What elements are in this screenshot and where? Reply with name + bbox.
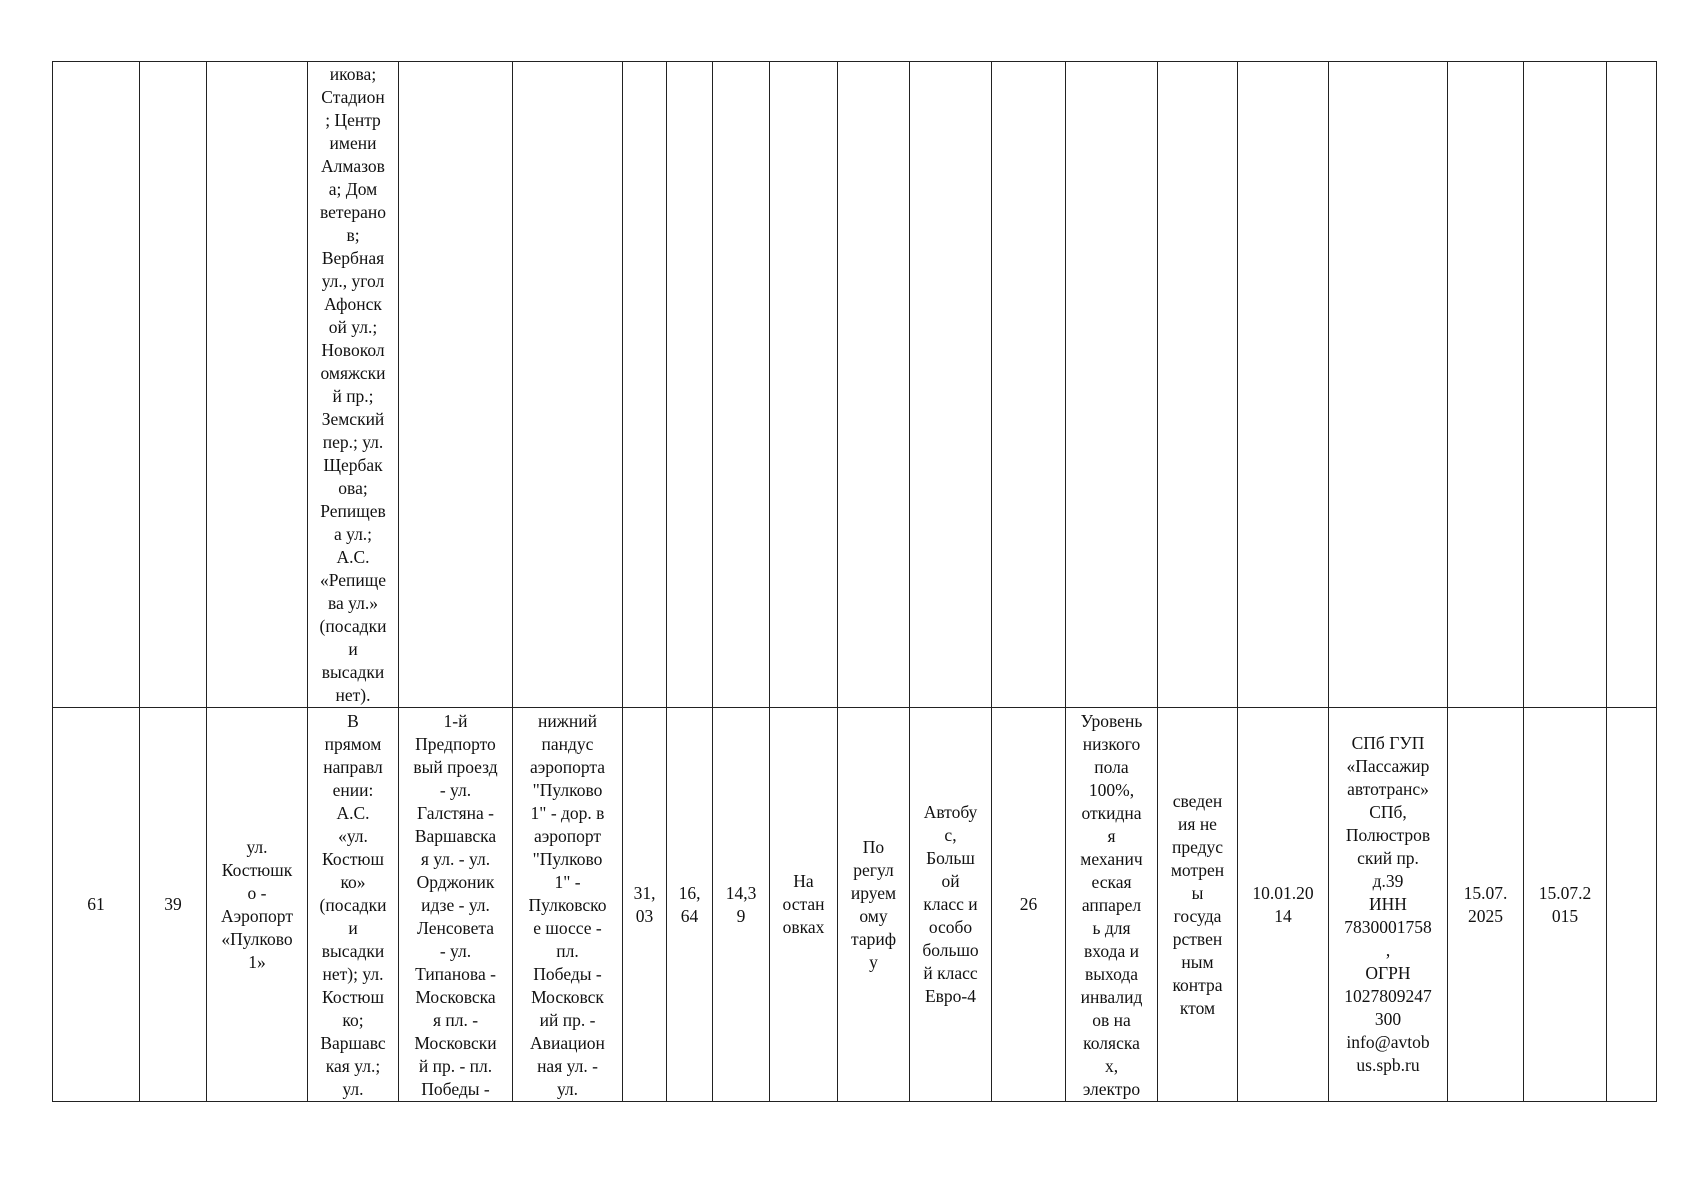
cell-stops-list: икова; Стадион ; Центр имени Алмазов а; Дом ветерано в; Вербная ул., угол Афонск ой ул.; Новокол омяжски й пр.; Земский пер.; ул. Щербак ова; Репищев а ул.; А.С. «Репище ва ул.» (посадки и высадки нет). [308, 62, 399, 708]
cell-length-total [623, 62, 667, 708]
cell-route-number: 39 [140, 708, 207, 1102]
cell-contract-start-date [1524, 62, 1607, 708]
cell-length-reverse: 14,3 9 [713, 708, 770, 1102]
cell-length-total: 31, 03 [623, 708, 667, 1102]
route-row [53, 708, 1657, 1102]
cell-contract-start-date: 15.07.2 015 [1524, 708, 1607, 1102]
cell-tariff-type [838, 62, 910, 708]
cell-carrier-info: СПб ГУП «Пассажир автотранс» СПб, Полюстров ский пр. д.39 ИНН 7830001758 , ОГРН 1027809247 300 info@avtob us.spb.ru [1329, 708, 1448, 1102]
cell-sequence-number: 61 [53, 708, 140, 1102]
cell-route-number [140, 62, 207, 708]
cell-length-forward: 16, 64 [667, 708, 713, 1102]
cell-forward-streets: 1-й Предпорто вый проезд - ул. Галстяна - Варшавска я ул. - ул. Орджоник идзе - ул. Ленсовета - ул. Типанова - Московска я пл. - Московски й пр. - пл. Победы - [399, 708, 513, 1102]
cell-length-forward [667, 62, 713, 708]
cell-additional-info [1158, 62, 1238, 708]
cell-vehicle-count [992, 62, 1066, 708]
continuation-row [53, 62, 1657, 708]
cell-sequence-number [53, 62, 140, 708]
cell-forward-streets [399, 62, 513, 708]
cell-vehicle-count: 26 [992, 708, 1066, 1102]
cell-reverse-streets [513, 62, 623, 708]
cell-vehicle-type [910, 62, 992, 708]
cell-route-name [207, 62, 308, 708]
cell-additional-info: сведен ия не предус мотрен ы госуда рствен ным контра ктом [1158, 708, 1238, 1102]
cell-route-name: ул. Костюшк о - Аэропорт «Пулково 1» [207, 708, 308, 1102]
cell-vehicle-type: Автобу с, Больш ой класс и особо большо й класс Евро-4 [910, 708, 992, 1102]
cell-start-date: 10.01.20 14 [1238, 708, 1329, 1102]
route-registry-table [52, 61, 1657, 1102]
cell-carrier-info [1329, 62, 1448, 708]
cell-contract-end-date [1448, 62, 1524, 708]
cell-vehicle-features [1066, 62, 1158, 708]
cell-stops-list: В прямом направл ении: А.С. «ул. Костюш ко» (посадки и высадки нет); ул. Костюш ко; Варшавс кая ул.; ул. [308, 708, 399, 1102]
cell-length-reverse [713, 62, 770, 708]
cell-boarding-procedure: На остан овках [770, 708, 838, 1102]
cell-notes [1607, 62, 1657, 708]
cell-vehicle-features: Уровень низкого пола 100%, откидна я механич еская аппарел ь для входа и выхода инвалид ов на коляска х, электро [1066, 708, 1158, 1102]
cell-notes [1607, 708, 1657, 1102]
cell-reverse-streets: нижний пандус аэропорта "Пулково 1" - дор. в аэропорт "Пулково 1" - Пулковско е шоссе - пл. Победы - Московск ий пр. - Авиацион ная ул. - ул. [513, 708, 623, 1102]
cell-start-date [1238, 62, 1329, 708]
cell-boarding-procedure [770, 62, 838, 708]
cell-contract-end-date: 15.07. 2025 [1448, 708, 1524, 1102]
cell-tariff-type: По регул ируем ому тариф у [838, 708, 910, 1102]
